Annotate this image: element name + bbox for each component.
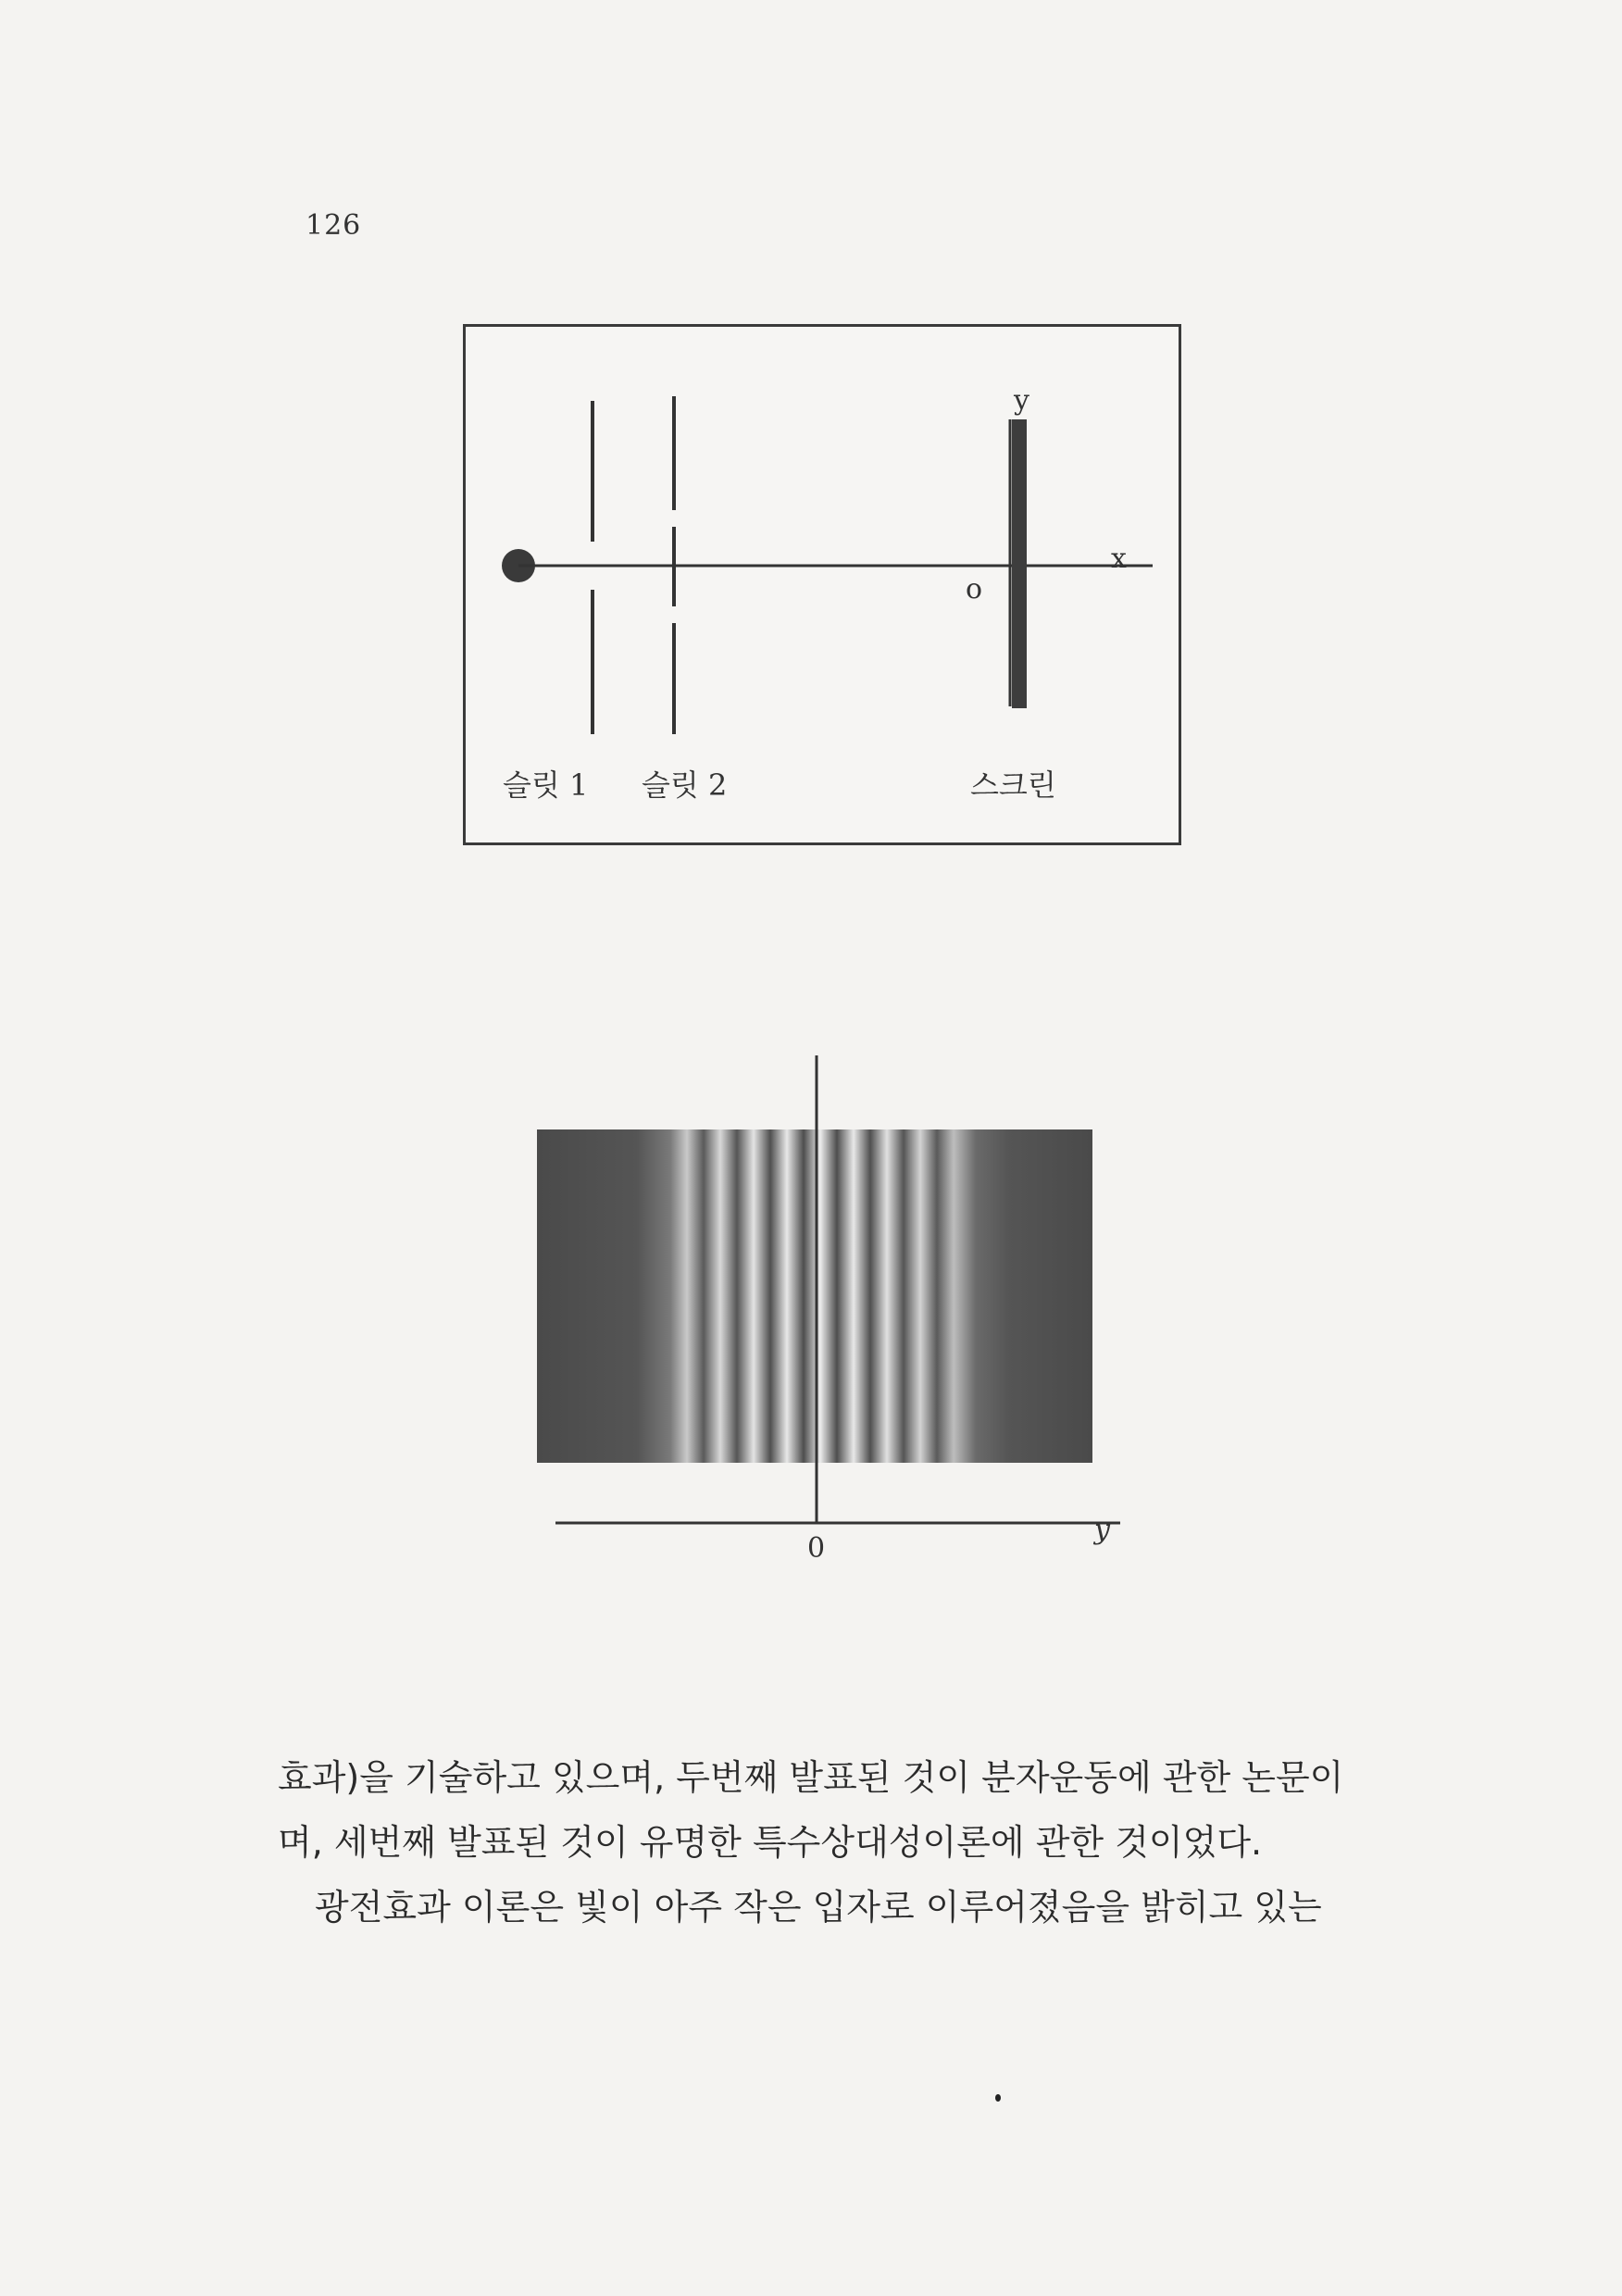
interference-drawing (528, 1055, 1194, 1592)
slit2-label: 슬릿 2 (642, 767, 728, 803)
pattern-y-label: y (1094, 1514, 1110, 1546)
fringe-pattern (537, 1129, 1092, 1463)
screen-label: 스크린 (970, 767, 1056, 803)
origin-label: o (966, 573, 983, 605)
text-line-2: 며, 세번째 발표된 것이 유명한 특수상대성이론에 관한 것이었다. (278, 1822, 1263, 1863)
interference-pattern (528, 1055, 1194, 1592)
slit1-label: 슬릿 1 (503, 767, 589, 803)
y-axis-label: y (1014, 384, 1029, 417)
double-slit-diagram (463, 324, 1181, 845)
x-axis-label: x (1111, 543, 1127, 575)
screen (1012, 419, 1027, 708)
stray-mark (995, 2094, 1001, 2102)
page-number: 126 (306, 209, 362, 242)
text-line-3: 광전효과 이론은 빛이 아주 작은 입자로 이루어졌음을 밝히고 있는 (315, 1887, 1322, 1928)
pattern-origin-label: 0 (807, 1532, 826, 1565)
text-line-1: 효과)을 기술하고 있으며, 두번째 발표된 것이 분자운동에 관한 논문이 (278, 1757, 1344, 1798)
